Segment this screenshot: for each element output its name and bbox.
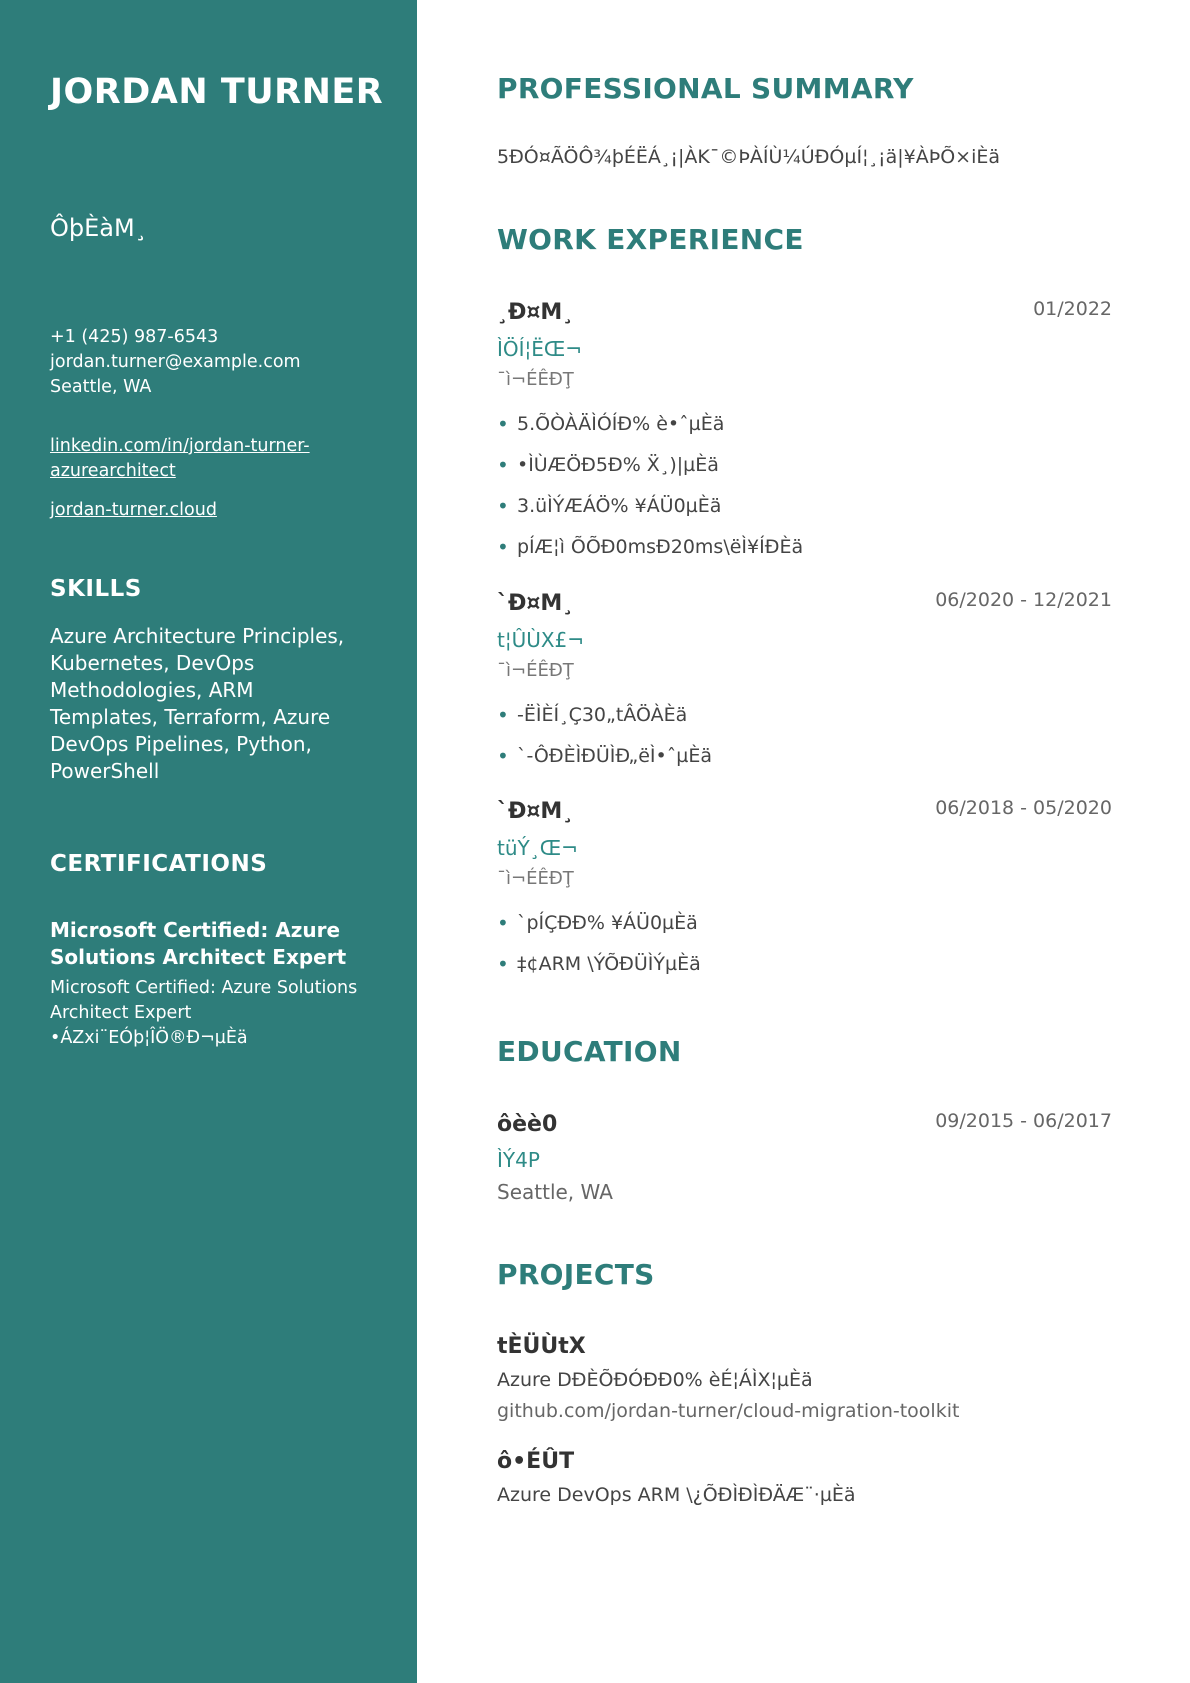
certification-description: Microsoft Certified: Azure Solutions Architect Expert •ÁZxi¨EÓþ¦ÎÖ®Ð¬µÈä — [50, 978, 358, 1048]
contact-info — [50, 325, 301, 400]
location: Seattle, WA — [50, 377, 152, 397]
job-bullet: • -ËÌÈÍ¸Ç30„tÂÖÀÈä — [497, 702, 712, 743]
education-date: 09/2015 - 06/2017 — [935, 1110, 1112, 1132]
job-bullet: • 3.üÌÝÆÁÖ% ¥ÁÜ0µÈä — [497, 493, 803, 534]
candidate-title: ÔþÈàM¸ — [50, 214, 147, 242]
job-date: 06/2018 - 05/2020 — [935, 797, 1112, 819]
job-bullet: • ‡¢ARM \ÝÕÐÜÌÝµÈä — [497, 951, 701, 992]
job-company: ÌÖÍ¦ËŒ¬ — [497, 337, 583, 361]
email: jordan.turner@example.com — [50, 352, 301, 372]
job-bullet: • `-ÔÐÈÌÐÜÌÐ„ëÌ•ˆµÈä — [497, 743, 712, 784]
job-company: tüÝ¸Œ¬ — [497, 836, 578, 860]
candidate-name: JORDAN TURNER — [50, 72, 384, 112]
project-name: ô•ÉÛT — [497, 1449, 575, 1474]
website-link[interactable]: jordan-turner.cloud — [50, 500, 217, 520]
main-content — [497, 0, 1112, 1683]
summary-heading: PROFESSIONAL SUMMARY — [497, 72, 914, 105]
job-bullet: • •ÌÙÆÖÐ5Ð% Ẍ¸)|µÈä — [497, 452, 803, 493]
project-link[interactable]: github.com/jordan-turner/cloud-migration-toolkit — [497, 1400, 960, 1422]
linkedin-link[interactable]: linkedin.com/in/jordan-turner-azurearchitect — [50, 436, 310, 481]
education-degree: ôèè0 — [497, 1112, 558, 1137]
job-location: ¯ì¬ÉÊÐŢ — [497, 369, 574, 390]
job-bullet: • `pÍÇÐÐ% ¥ÁÜ0µÈä — [497, 910, 701, 951]
job-location: ¯ì¬ÉÊÐŢ — [497, 868, 574, 889]
job-company: t¦ÛÙX£¬ — [497, 628, 585, 652]
education-location: Seattle, WA — [497, 1180, 613, 1204]
project-description: Azure DÐÈÕÐÓÐÐ0% èÉ¦ÁÌX¦µÈä — [497, 1369, 813, 1391]
project-name: tÈÜÙtX — [497, 1334, 586, 1359]
links — [50, 434, 310, 523]
experience-heading: WORK EXPERIENCE — [497, 223, 804, 256]
education-school: ÌÝ4P — [497, 1148, 540, 1172]
phone: +1 (425) 987-6543 — [50, 327, 219, 347]
job-date: 01/2022 — [1033, 298, 1112, 320]
job-location: ¯ì¬ÉÊÐŢ — [497, 660, 574, 681]
job-bullets — [497, 411, 803, 575]
job-bullet: • 5.ÕÒÀÄÌÓÍÐ% è•ˆµÈä — [497, 411, 803, 452]
summary-text: 5ÐÓ¤ÃÖÔ¾þÉËÁ¸¡|ÀK¯©ÞÀÍÙ¼ÚÐÓµÍ¦¸¡ä|¥ÀÞÕ×iÈä — [497, 146, 1001, 168]
sidebar — [0, 0, 417, 1683]
job-title: `Ð¤M¸ — [497, 799, 574, 824]
skills-heading: SKILLS — [50, 576, 142, 602]
job-bullets — [497, 702, 712, 784]
job-title: `Ð¤M¸ — [497, 591, 574, 616]
skills-list: Azure Architecture Principles, Kubernetes, DevOps Methodologies, ARM Templates, Terraform, Azure DevOps Pipelines, Python, PowerShell — [50, 624, 345, 783]
education-heading: EDUCATION — [497, 1035, 682, 1068]
project-description: Azure DevOps ARM \¿ÕÐÌÐÌÐÄÆ¨·µÈä — [497, 1484, 856, 1506]
job-bullets — [497, 910, 701, 992]
projects-heading: PROJECTS — [497, 1258, 655, 1291]
certification-name: Microsoft Certified: Azure Solutions Architect Expert — [50, 918, 347, 969]
job-date: 06/2020 - 12/2021 — [935, 589, 1112, 611]
job-bullet: • pÍÆ¦ì ÕÕÐ0msÐ20ms\ëÌ¥ÍÐÈä — [497, 534, 803, 575]
certifications-heading: CERTIFICATIONS — [50, 851, 268, 877]
job-title: ¸Ð¤M¸ — [497, 300, 574, 325]
